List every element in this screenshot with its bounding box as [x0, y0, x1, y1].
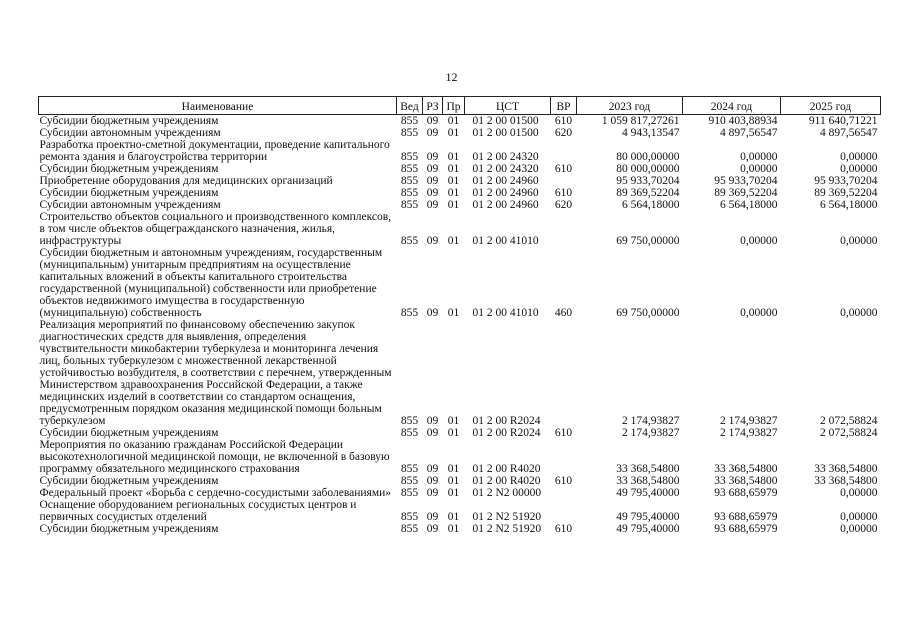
row-pr: 01 — [447, 127, 460, 139]
page-number: 12 — [445, 70, 458, 84]
row-rz: 09 — [426, 523, 439, 535]
row-cst: 01 2 00 24960 — [472, 199, 539, 211]
row-value-2024: 93 688,65979 — [714, 487, 778, 499]
table-row — [39, 439, 881, 475]
row-value-2023: 69 750,00000 — [616, 235, 680, 247]
row-value-2025: 0,00000 — [840, 511, 878, 523]
row-name: Субсидии бюджетным учреждениям — [39, 523, 219, 535]
row-name: Строительство объектов социального и производственного комплексов, в том числе объектов общегражданского назначения, жилья, инфраструктуры — [39, 211, 392, 247]
row-vr: 610 — [554, 187, 573, 199]
row-cst: 01 2 00 R4020 — [472, 463, 541, 475]
row-value-2023: 80 000,00000 — [616, 151, 680, 163]
row-rz: 09 — [426, 463, 439, 475]
row-ved: 855 — [400, 307, 419, 319]
row-value-2023: 6 564,18000 — [622, 199, 680, 211]
row-pr: 01 — [447, 475, 460, 487]
row-cst: 01 2 00 24960 — [472, 187, 539, 199]
row-vr — [551, 175, 577, 187]
table-row — [39, 475, 881, 487]
table-row — [39, 175, 881, 187]
row-value-2023: 49 795,40000 — [616, 523, 680, 535]
row-vr: 610 — [554, 427, 573, 439]
row-name: Мероприятия по оказанию гражданам Российской Федерации высокотехнологичной медицинской помощи, не включенной в базовую программу обязательного медицинского страхования — [39, 439, 390, 475]
row-name: Разработка проектно-сметной документации, проведение капитального ремонта здания и благоустройства территории — [39, 139, 390, 163]
row-value-2025: 0,00000 — [840, 307, 878, 319]
row-value-2023: 89 369,52204 — [616, 187, 680, 199]
row-value-2025: 33 368,54800 — [814, 475, 878, 487]
row-value-2025: 33 368,54800 — [814, 463, 878, 475]
table-header-row — [39, 97, 881, 115]
row-cst: 01 2 00 01500 — [472, 127, 539, 139]
row-vr — [551, 487, 577, 499]
row-ved: 855 — [400, 199, 419, 211]
row-name: Федеральный проект «Борьба с сердечно-сосудистыми заболеваниями» — [39, 487, 392, 499]
row-name: Субсидии бюджетным учреждениям — [39, 115, 219, 127]
row-value-2025: 4 897,56547 — [820, 127, 878, 139]
row-value-2023: 49 795,40000 — [616, 511, 680, 523]
row-cst: 01 2 00 41010 — [472, 307, 539, 319]
row-value-2025: 2 072,58824 — [820, 427, 878, 439]
row-ved: 855 — [400, 127, 419, 139]
row-ved: 855 — [400, 151, 419, 163]
row-value-2024: 89 369,52204 — [714, 187, 778, 199]
row-vr — [551, 439, 577, 475]
row-rz: 09 — [426, 427, 439, 439]
row-vr — [551, 319, 577, 427]
row-cst: 01 2 N2 51920 — [472, 523, 542, 535]
row-cst: 01 2 00 R4020 — [472, 475, 541, 487]
row-value-2023: 2 174,93827 — [622, 415, 680, 427]
row-pr: 01 — [447, 487, 460, 499]
table-row — [39, 187, 881, 199]
row-cst: 01 2 00 24320 — [472, 163, 539, 175]
row-value-2024: 4 897,56547 — [720, 127, 778, 139]
row-pr: 01 — [447, 511, 460, 523]
header-name: Наименование — [39, 97, 397, 115]
budget-table — [38, 96, 881, 535]
row-rz: 09 — [426, 175, 439, 187]
row-rz: 09 — [426, 511, 439, 523]
row-value-2023: 80 000,00000 — [616, 163, 680, 175]
row-cst: 01 2 00 41010 — [472, 235, 539, 247]
header-cst: ЦСТ — [465, 97, 551, 115]
row-value-2024: 0,00000 — [740, 235, 778, 247]
row-pr: 01 — [447, 307, 460, 319]
row-value-2023: 95 933,70204 — [616, 175, 680, 187]
row-vr: 620 — [554, 127, 573, 139]
row-ved: 855 — [400, 427, 419, 439]
row-vr: 620 — [554, 199, 573, 211]
table-row — [39, 319, 881, 427]
row-value-2024: 2 174,93827 — [720, 415, 778, 427]
row-vr — [551, 139, 577, 163]
row-value-2025: 0,00000 — [840, 151, 878, 163]
row-ved: 855 — [400, 187, 419, 199]
row-value-2025: 6 564,18000 — [820, 199, 878, 211]
row-value-2024: 6 564,18000 — [720, 199, 778, 211]
header-rz: РЗ — [423, 97, 443, 115]
row-value-2023: 69 750,00000 — [616, 307, 680, 319]
row-pr: 01 — [447, 415, 460, 427]
row-value-2025: 0,00000 — [840, 163, 878, 175]
row-value-2025: 95 933,70204 — [814, 175, 878, 187]
table-row — [39, 427, 881, 439]
header-vr: ВР — [551, 97, 577, 115]
row-value-2023: 49 795,40000 — [616, 487, 680, 499]
row-ved: 855 — [400, 463, 419, 475]
row-pr: 01 — [447, 175, 460, 187]
table-row — [39, 523, 881, 535]
row-cst: 01 2 N2 51920 — [472, 511, 542, 523]
row-value-2023: 1 059 817,27261 — [601, 115, 680, 127]
row-rz: 09 — [426, 235, 439, 247]
row-ved: 855 — [400, 487, 419, 499]
row-ved: 855 — [400, 523, 419, 535]
row-pr: 01 — [447, 463, 460, 475]
row-value-2023: 2 174,93827 — [622, 427, 680, 439]
row-name: Субсидии бюджетным учреждениям — [39, 475, 219, 487]
row-vr — [551, 499, 577, 523]
row-vr: 610 — [554, 475, 573, 487]
row-rz: 09 — [426, 307, 439, 319]
row-rz: 09 — [426, 415, 439, 427]
row-value-2024: 93 688,65979 — [714, 511, 778, 523]
row-ved: 855 — [400, 115, 419, 127]
row-value-2024: 33 368,54800 — [714, 475, 778, 487]
row-pr: 01 — [447, 427, 460, 439]
row-ved: 855 — [400, 175, 419, 187]
header-2023: 2023 год — [577, 97, 683, 115]
row-pr: 01 — [447, 523, 460, 535]
header-ved: Вед — [397, 97, 423, 115]
row-rz: 09 — [426, 199, 439, 211]
row-vr — [551, 211, 577, 247]
row-cst: 01 2 00 01500 — [472, 115, 539, 127]
row-cst: 01 2 00 R2024 — [472, 415, 541, 427]
table-row — [39, 487, 881, 499]
row-rz: 09 — [426, 163, 439, 175]
table-row — [39, 199, 881, 211]
row-value-2024: 95 933,70204 — [714, 175, 778, 187]
row-pr: 01 — [447, 187, 460, 199]
row-name: Субсидии бюджетным учреждениям — [39, 163, 219, 175]
row-value-2023: 33 368,54800 — [616, 475, 680, 487]
table-row — [39, 139, 881, 163]
header-2025: 2025 год — [781, 97, 881, 115]
table-row — [39, 127, 881, 139]
row-vr: 610 — [554, 115, 573, 127]
row-vr: 610 — [554, 523, 573, 535]
row-value-2025: 0,00000 — [840, 235, 878, 247]
row-value-2024: 0,00000 — [740, 151, 778, 163]
header-2024: 2024 год — [683, 97, 781, 115]
row-pr: 01 — [447, 199, 460, 211]
row-name: Оснащение оборудованием региональных сосудистых центров и первичных сосудистых отделений — [39, 499, 357, 523]
table-row — [39, 211, 881, 247]
row-value-2025: 89 369,52204 — [814, 187, 878, 199]
row-value-2025: 0,00000 — [840, 487, 878, 499]
row-ved: 855 — [400, 511, 419, 523]
row-cst: 01 2 N2 00000 — [472, 487, 542, 499]
row-name: Субсидии бюджетным учреждениям — [39, 187, 219, 199]
row-rz: 09 — [426, 127, 439, 139]
row-value-2025: 0,00000 — [840, 523, 878, 535]
table-row — [39, 247, 881, 319]
row-value-2025: 2 072,58824 — [820, 415, 878, 427]
row-ved: 855 — [400, 235, 419, 247]
table-row — [39, 115, 881, 128]
row-name: Реализация мероприятий по финансовому обеспечению закупок диагностических средств для выявления, определения чувствительности микобактерии туберкулеза и мониторинга лечения лиц, больных туберкулезом с множественной лекарственной устойчивостью возбудителя, в соответствии с перечнем, утвержденным Министерством здравоохранения Российской Федерации, а также медицинских изделий в соответствии со стандартом оснащения, предусмотренным порядком оказания медицинской помощи больным туберкулезом — [39, 319, 392, 427]
row-pr: 01 — [447, 151, 460, 163]
row-name: Субсидии автономным учреждениям — [39, 127, 221, 139]
table-row — [39, 163, 881, 175]
row-value-2024: 910 403,88934 — [708, 115, 778, 127]
row-value-2024: 0,00000 — [740, 163, 778, 175]
row-ved: 855 — [400, 163, 419, 175]
row-value-2024: 33 368,54800 — [714, 463, 778, 475]
row-ved: 855 — [400, 415, 419, 427]
row-value-2024: 93 688,65979 — [714, 523, 778, 535]
row-pr: 01 — [447, 235, 460, 247]
row-rz: 09 — [426, 187, 439, 199]
row-value-2023: 4 943,13547 — [622, 127, 680, 139]
row-rz: 09 — [426, 487, 439, 499]
row-value-2024: 0,00000 — [740, 307, 778, 319]
row-vr: 460 — [554, 307, 573, 319]
row-name: Субсидии автономным учреждениям — [39, 199, 221, 211]
row-rz: 09 — [426, 115, 439, 127]
row-cst: 01 2 00 24960 — [472, 175, 539, 187]
row-name: Приобретение оборудования для медицинских организаций — [39, 175, 333, 187]
row-name: Субсидии бюджетным учреждениям — [39, 427, 219, 439]
row-name: Субсидии бюджетным и автономным учреждениям, государственным (муниципальным) унитарным предприятиям на осуществление капитальных вложений в объекты капитального строительства государственной (муниципальной) собственности или приобретение объектов недвижимого имущества в государственную (муниципальную) собственность — [39, 247, 383, 319]
row-pr: 01 — [447, 115, 460, 127]
row-rz: 09 — [426, 475, 439, 487]
row-value-2025: 911 640,71221 — [808, 115, 878, 127]
row-rz: 09 — [426, 151, 439, 163]
row-cst: 01 2 00 24320 — [472, 151, 539, 163]
row-value-2024: 2 174,93827 — [720, 427, 778, 439]
row-pr: 01 — [447, 163, 460, 175]
row-value-2023: 33 368,54800 — [616, 463, 680, 475]
header-pr: Пр — [443, 97, 465, 115]
table-row — [39, 499, 881, 523]
row-ved: 855 — [400, 475, 419, 487]
row-cst: 01 2 00 R2024 — [472, 427, 541, 439]
row-vr: 610 — [554, 163, 573, 175]
